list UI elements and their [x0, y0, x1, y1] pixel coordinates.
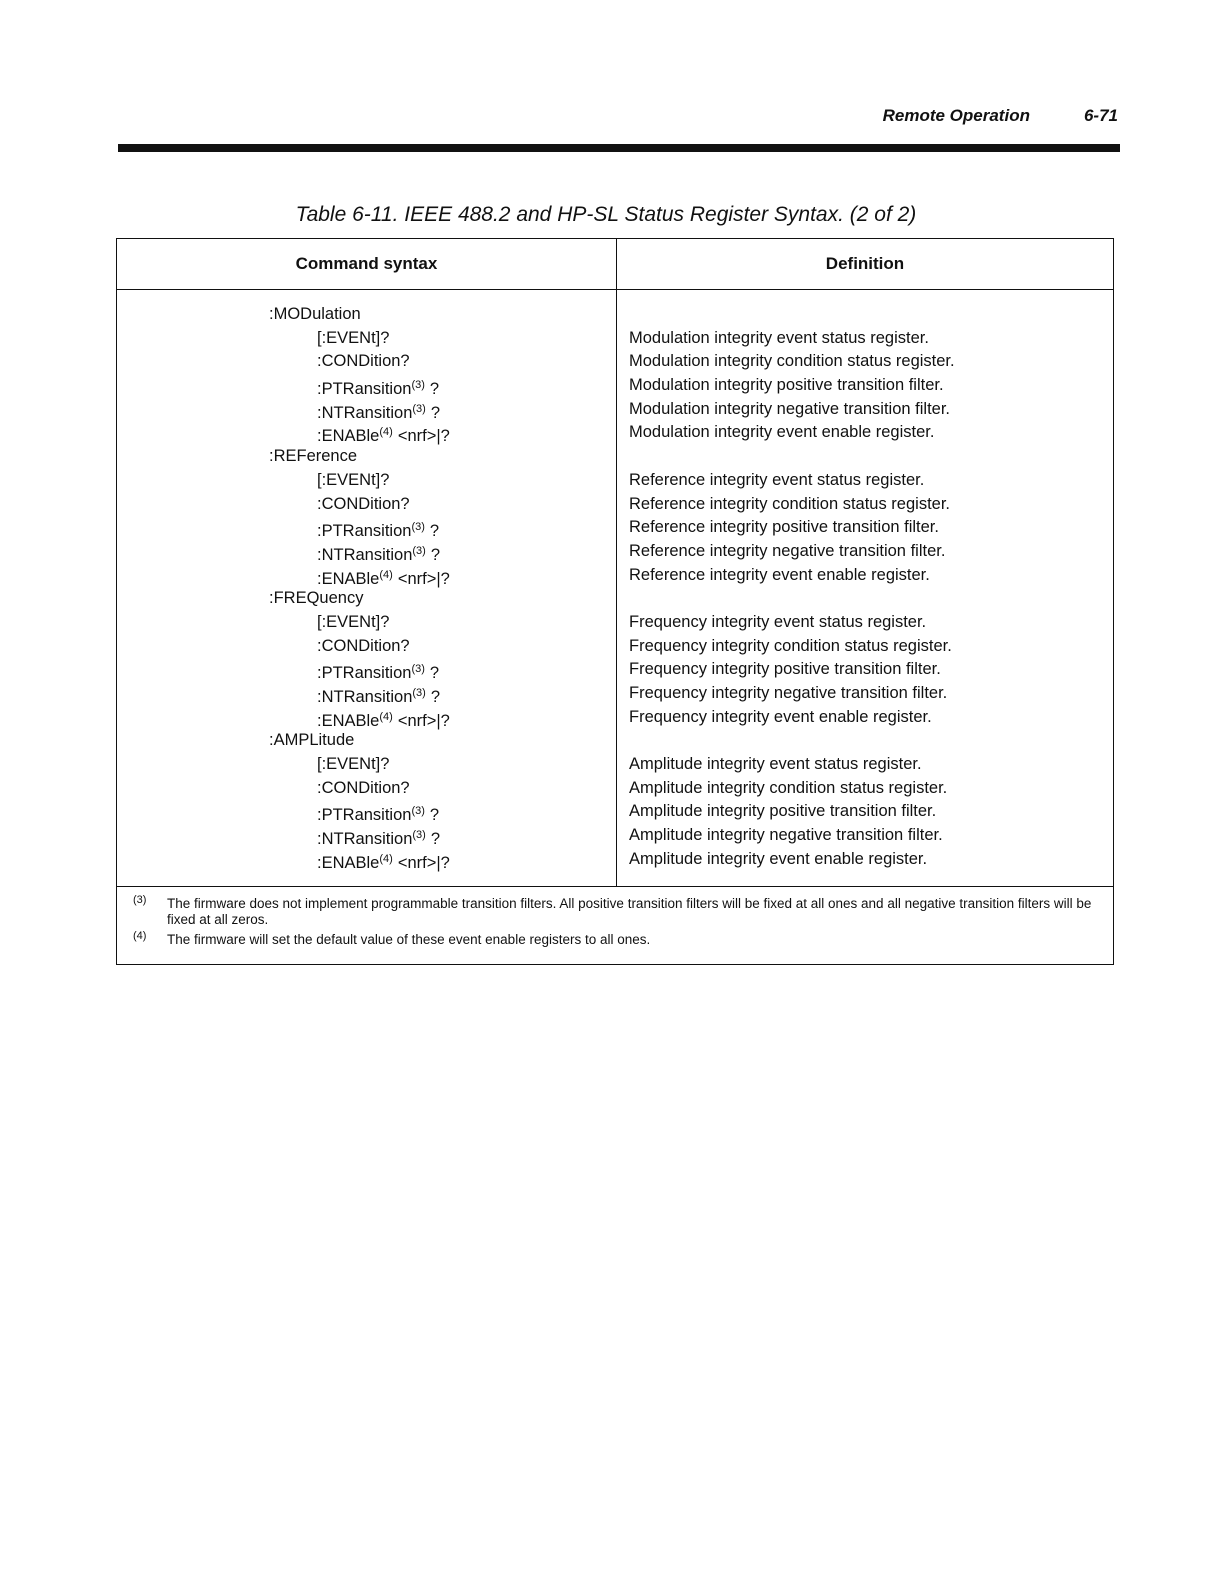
definition-text: Reference integrity event status register.	[629, 470, 925, 489]
definition-text: Modulation integrity event status register.	[629, 328, 929, 347]
command-suffix: <nrf>|?	[397, 853, 450, 872]
definition-text: Frequency integrity condition status register.	[629, 636, 952, 655]
definition-text: Amplitude integrity positive transition filter.	[629, 802, 937, 821]
command-suffix: <nrf>|?	[397, 711, 450, 730]
running-head	[883, 106, 1118, 126]
command-suffix: ?	[430, 688, 441, 706]
definition-text: Reference integrity positive transition filter.	[629, 518, 939, 537]
command-text: :PTRansition	[317, 664, 412, 683]
command-suffix: ?	[430, 545, 441, 564]
definition-text: Modulation integrity positive transition filter.	[629, 376, 944, 395]
command-column	[117, 290, 617, 886]
command-row	[117, 777, 616, 801]
command-text: [:EVENt]?	[317, 328, 390, 347]
definition-text: Amplitude integrity negative transition filter.	[629, 826, 943, 845]
footnote-ref: (4)	[379, 852, 393, 865]
command-suffix: ?	[430, 830, 441, 849]
command-suffix: ?	[429, 380, 440, 399]
command-row	[117, 824, 616, 848]
definition-text: Reference integrity negative transition filter.	[629, 541, 946, 560]
definition-text: Frequency integrity positive transition filter.	[629, 660, 941, 679]
command-row	[117, 706, 616, 730]
command-text: :NTRansition	[317, 830, 413, 849]
command-text: [:EVENt]?	[317, 470, 390, 489]
definition-spacer	[617, 445, 1113, 469]
command-row	[117, 753, 616, 777]
footnote-ref: (3)	[412, 544, 426, 557]
definition-text: Modulation integrity negative transition filter.	[629, 399, 951, 418]
command-suffix: ?	[429, 806, 440, 825]
command-suffix: ?	[429, 522, 440, 541]
definition-text: Modulation integrity condition status register.	[629, 352, 955, 371]
command-text: :ENABle	[317, 569, 380, 588]
definition-text: Frequency integrity event enable register.	[629, 707, 932, 726]
table-body	[117, 290, 1113, 887]
command-row	[117, 848, 616, 872]
table-header	[117, 239, 1113, 290]
command-text: [:EVENt]?	[317, 755, 390, 774]
header-definition: Definition	[825, 254, 905, 273]
command-row	[117, 350, 616, 374]
definition-text: Reference integrity condition status register.	[629, 494, 951, 513]
footnote-text: The firmware does not implement programmable transition filters. All positive transition filters will be fixed at all ones and all negative transition filters will be fixed at all zeros.	[167, 895, 1092, 927]
command-text: :PTRansition	[317, 522, 412, 541]
footnote-ref: (3)	[412, 402, 426, 415]
command-group-name: :REFerence	[269, 447, 358, 466]
footnote-item	[133, 929, 1099, 948]
definition-text: Frequency integrity event status register.	[629, 612, 927, 631]
command-text: :ENABle	[317, 711, 380, 730]
footnote-ref: (4)	[379, 710, 393, 723]
command-row	[117, 540, 616, 564]
command-text: :ENABle	[317, 853, 380, 872]
command-row	[117, 374, 616, 398]
definition-column	[617, 290, 1113, 886]
table-caption: Table 6-11. IEEE 488.2 and HP-SL Status Register Syntax. (2 of 2)	[295, 203, 917, 226]
footnote-ref: (3)	[411, 521, 425, 534]
definition-spacer	[617, 587, 1113, 611]
definition-text: Frequency integrity negative transition filter.	[629, 684, 948, 702]
command-text: :CONDition?	[317, 494, 410, 513]
command-text: :NTRansition	[317, 545, 413, 564]
command-group-name: :MODulation	[269, 305, 361, 323]
footnote-ref: (4)	[379, 426, 393, 439]
command-text: :ENABle	[317, 427, 380, 446]
footnote-mark: (4)	[133, 929, 147, 942]
command-text: :NTRansition	[317, 403, 413, 422]
definition-text: Modulation integrity event enable register.	[629, 423, 935, 442]
command-group-name: :AMPLitude	[269, 731, 355, 750]
command-row	[117, 564, 616, 588]
command-row	[117, 635, 616, 659]
command-row	[117, 658, 616, 682]
command-row	[117, 327, 616, 351]
command-row	[117, 516, 616, 540]
command-row	[117, 800, 616, 824]
command-text: :CONDition?	[317, 352, 410, 371]
command-text: :NTRansition	[317, 688, 413, 706]
footnote-item	[133, 893, 1099, 928]
command-text: [:EVENt]?	[317, 612, 390, 631]
definition-spacer	[617, 303, 1113, 327]
section-title: Remote Operation	[882, 106, 1030, 125]
command-row	[117, 398, 616, 422]
footnote-ref: (3)	[411, 379, 425, 392]
command-text: :CONDition?	[317, 636, 410, 655]
command-row	[117, 469, 616, 493]
footnotes	[117, 887, 1113, 964]
command-suffix: <nrf>|?	[397, 569, 450, 588]
footnote-ref: (3)	[411, 663, 425, 676]
command-row	[117, 611, 616, 635]
definition-text: Amplitude integrity event status register.	[629, 755, 922, 774]
footnote-mark: (3)	[133, 893, 147, 906]
footnote-text: The firmware will set the default value of these event enable registers to all ones.	[167, 931, 651, 947]
syntax-table	[116, 238, 1114, 965]
command-suffix: ?	[430, 403, 441, 422]
definition-text: Reference integrity event enable register.	[629, 565, 930, 584]
command-row	[117, 493, 616, 517]
command-text: :PTRansition	[317, 380, 412, 399]
definition-text: Amplitude integrity condition status register.	[629, 778, 948, 797]
footnote-ref: (3)	[411, 805, 425, 818]
header-command-syntax: Command syntax	[117, 239, 617, 289]
command-group-name: :FREQuency	[269, 589, 364, 608]
definition-text: Amplitude integrity event enable register.	[629, 849, 928, 868]
footnote-ref: (3)	[412, 687, 426, 699]
definition-spacer	[617, 729, 1113, 753]
command-suffix: <nrf>|?	[397, 427, 450, 446]
header-rule	[118, 144, 1120, 152]
footnote-ref: (3)	[412, 829, 426, 842]
command-row	[117, 682, 616, 706]
command-row	[117, 421, 616, 445]
command-text: :CONDition?	[317, 778, 410, 797]
footnote-ref: (4)	[379, 568, 393, 581]
command-text: :PTRansition	[317, 806, 412, 825]
page-number: 6-71	[1083, 106, 1118, 125]
command-suffix: ?	[429, 664, 440, 683]
